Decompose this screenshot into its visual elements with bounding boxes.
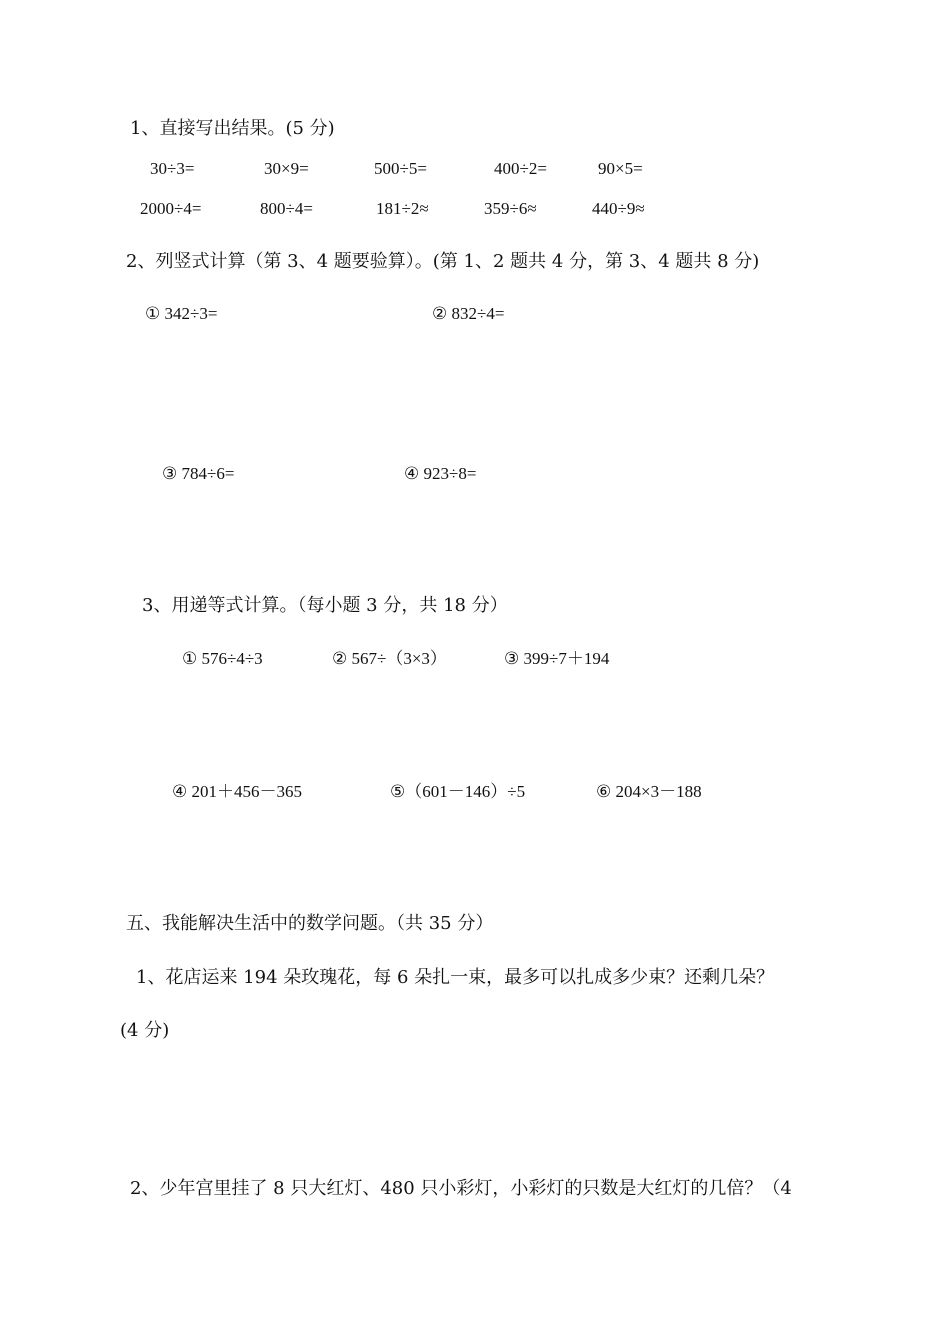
word-problem-1: 1、花店运来 194 朵玫瑰花，每 6 朵扎一束，最多可以扎成多少束？还剩几朵？ [136,967,775,988]
vertical-calc-problem: ③ 784÷6= [162,464,235,483]
word-problem-1-points: (4 分) [120,1020,170,1041]
mental-math-item: 90×5= [598,159,643,178]
stepwise-calc-problem: ① 576÷4÷3 [182,649,263,668]
stepwise-calc-problem: ⑤（601－146）÷5 [390,782,526,801]
stepwise-calc-problem: ② 567÷（3×3） [332,649,447,668]
mental-math-item: 359÷6≈ [484,199,537,218]
stepwise-calc-problem: ③ 399÷7＋194 [504,649,610,668]
vertical-calc-problem: ④ 923÷8= [404,464,477,483]
mental-math-item: 30×9= [264,159,309,178]
mental-math-item: 400÷2= [494,159,547,178]
section3-title: 3、用递等式计算。（每小题 3 分，共 18 分） [142,595,508,616]
mental-math-item: 2000÷4= [140,199,202,218]
mental-math-item: 500÷5= [374,159,427,178]
mental-math-item: 800÷4= [260,199,313,218]
stepwise-calc-problem: ④ 201＋456－365 [172,782,302,801]
section1-title: 1、直接写出结果。(5 分) [130,118,335,139]
vertical-calc-problem: ② 832÷4= [432,304,505,323]
section2-title: 2、列竖式计算（第 3、4 题要验算）。(第 1、2 题共 4 分，第 3、4 题共 8 分) [126,251,760,272]
stepwise-calc-problem: ⑥ 204×3－188 [596,782,702,801]
section5-title: 五、我能解决生活中的数学问题。（共 35 分） [126,913,494,934]
vertical-calc-problem: ① 342÷3= [145,304,218,323]
mental-math-item: 440÷9≈ [592,199,645,218]
word-problem-2: 2、少年宫里挂了 8 只大红灯、480 只小彩灯，小彩灯的只数是大红灯的几倍？（4 [130,1178,792,1199]
mental-math-item: 30÷3= [150,159,195,178]
mental-math-item: 181÷2≈ [376,199,429,218]
